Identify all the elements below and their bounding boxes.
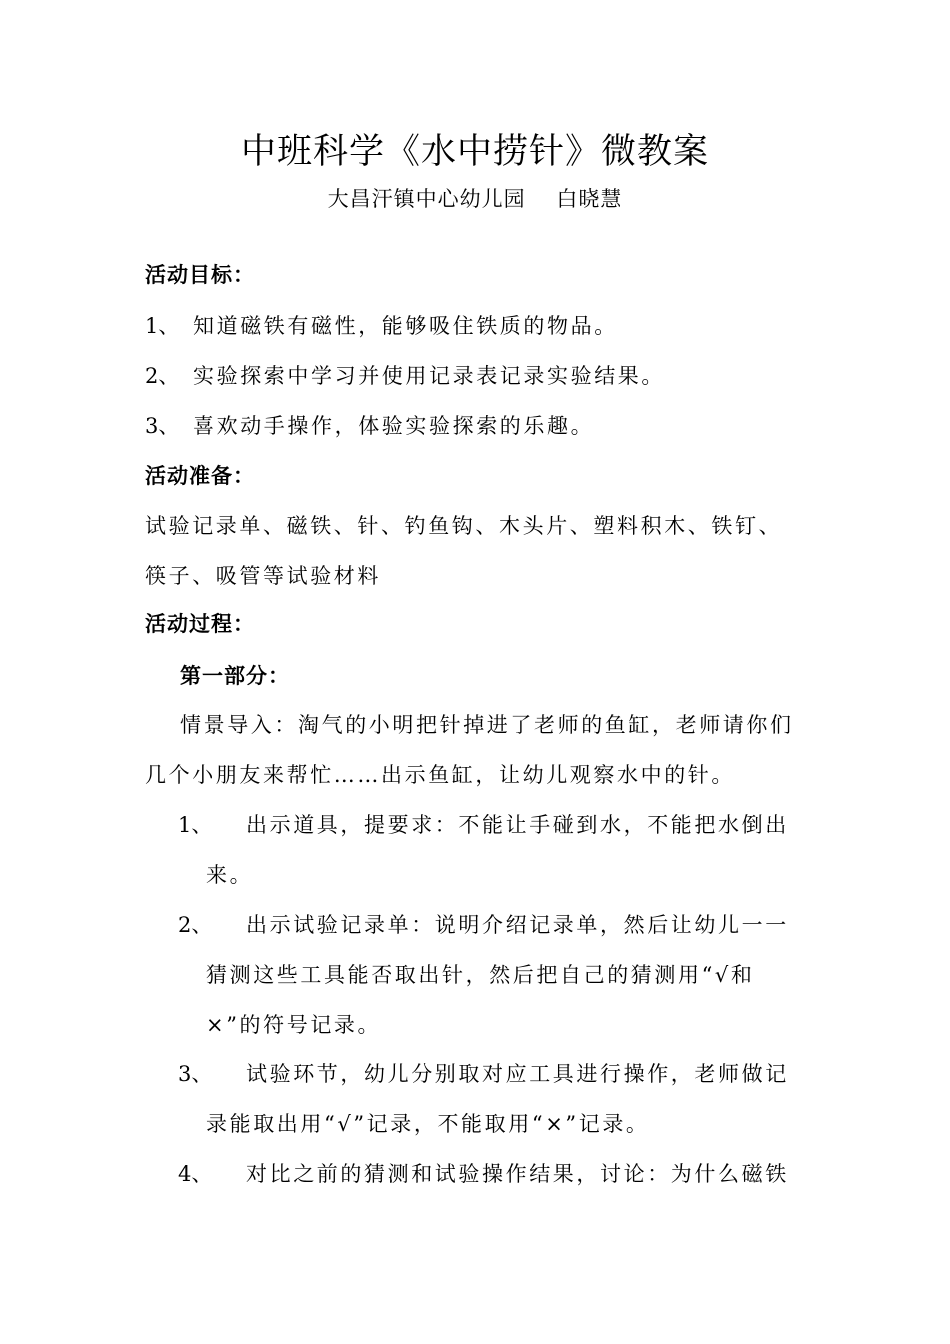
step-item: [178, 908, 789, 942]
process-heading: 活动过程：: [145, 612, 255, 636]
step-number: 4、: [178, 1162, 213, 1186]
intro-line: 几个小朋友来帮忙……出示鱼缸，让幼儿观察水中的针。: [145, 763, 735, 787]
intro-line: 情景导入：淘气的小明把针掉进了老师的鱼缸，老师请你们: [180, 713, 794, 737]
step-continuation: 录能取出用“√”记录，不能取用“×”记录。: [206, 1112, 650, 1136]
prep-line: 试验记录单、磁铁、针、钓鱼钩、木头片、塑料积木、铁钉、: [145, 514, 783, 538]
prep-heading: 活动准备：: [145, 464, 255, 488]
step-text: 出示道具，提要求：不能让手碰到水，不能把水倒出: [246, 813, 789, 837]
goal-text: 喜欢动手操作，体验实验探索的乐趣。: [193, 414, 595, 438]
prep-line: 筷子、吸管等试验材料: [145, 564, 381, 588]
goal-number: 2、: [145, 364, 180, 388]
step-item: [178, 808, 789, 842]
goal-number: 1、: [145, 314, 180, 338]
step-item: [178, 1157, 789, 1191]
document-subtitle: 大昌汗镇中心幼儿园 白晓慧: [327, 187, 623, 211]
step-item: [178, 1057, 789, 1091]
goal-text: 知道磁铁有磁性，能够吸住铁质的物品。: [193, 314, 618, 338]
step-continuation: ×”的符号记录。: [206, 1013, 382, 1037]
goal-number: 3、: [145, 414, 180, 438]
step-number: 3、: [178, 1062, 213, 1086]
goal-item: [145, 359, 665, 393]
step-text: 对比之前的猜测和试验操作结果，讨论：为什么磁铁: [246, 1162, 789, 1186]
step-number: 2、: [178, 913, 213, 937]
goals-heading: 活动目标：: [145, 263, 255, 287]
step-continuation: 猜测这些工具能否取出针，然后把自己的猜测用“√和: [206, 963, 755, 987]
document-title: 中班科学《水中捞针》微教案: [240, 132, 709, 172]
step-text: 试验环节，幼儿分别取对应工具进行操作，老师做记: [246, 1062, 789, 1086]
goal-item: [145, 409, 594, 443]
step-number: 1、: [178, 813, 213, 837]
part1-heading: 第一部分：: [180, 664, 290, 688]
step-continuation: 来。: [206, 863, 254, 887]
step-text: 出示试验记录单：说明介绍记录单，然后让幼儿一一: [246, 913, 789, 937]
goal-item: [145, 309, 618, 343]
goal-text: 实验探索中学习并使用记录表记录实验结果。: [193, 364, 665, 388]
